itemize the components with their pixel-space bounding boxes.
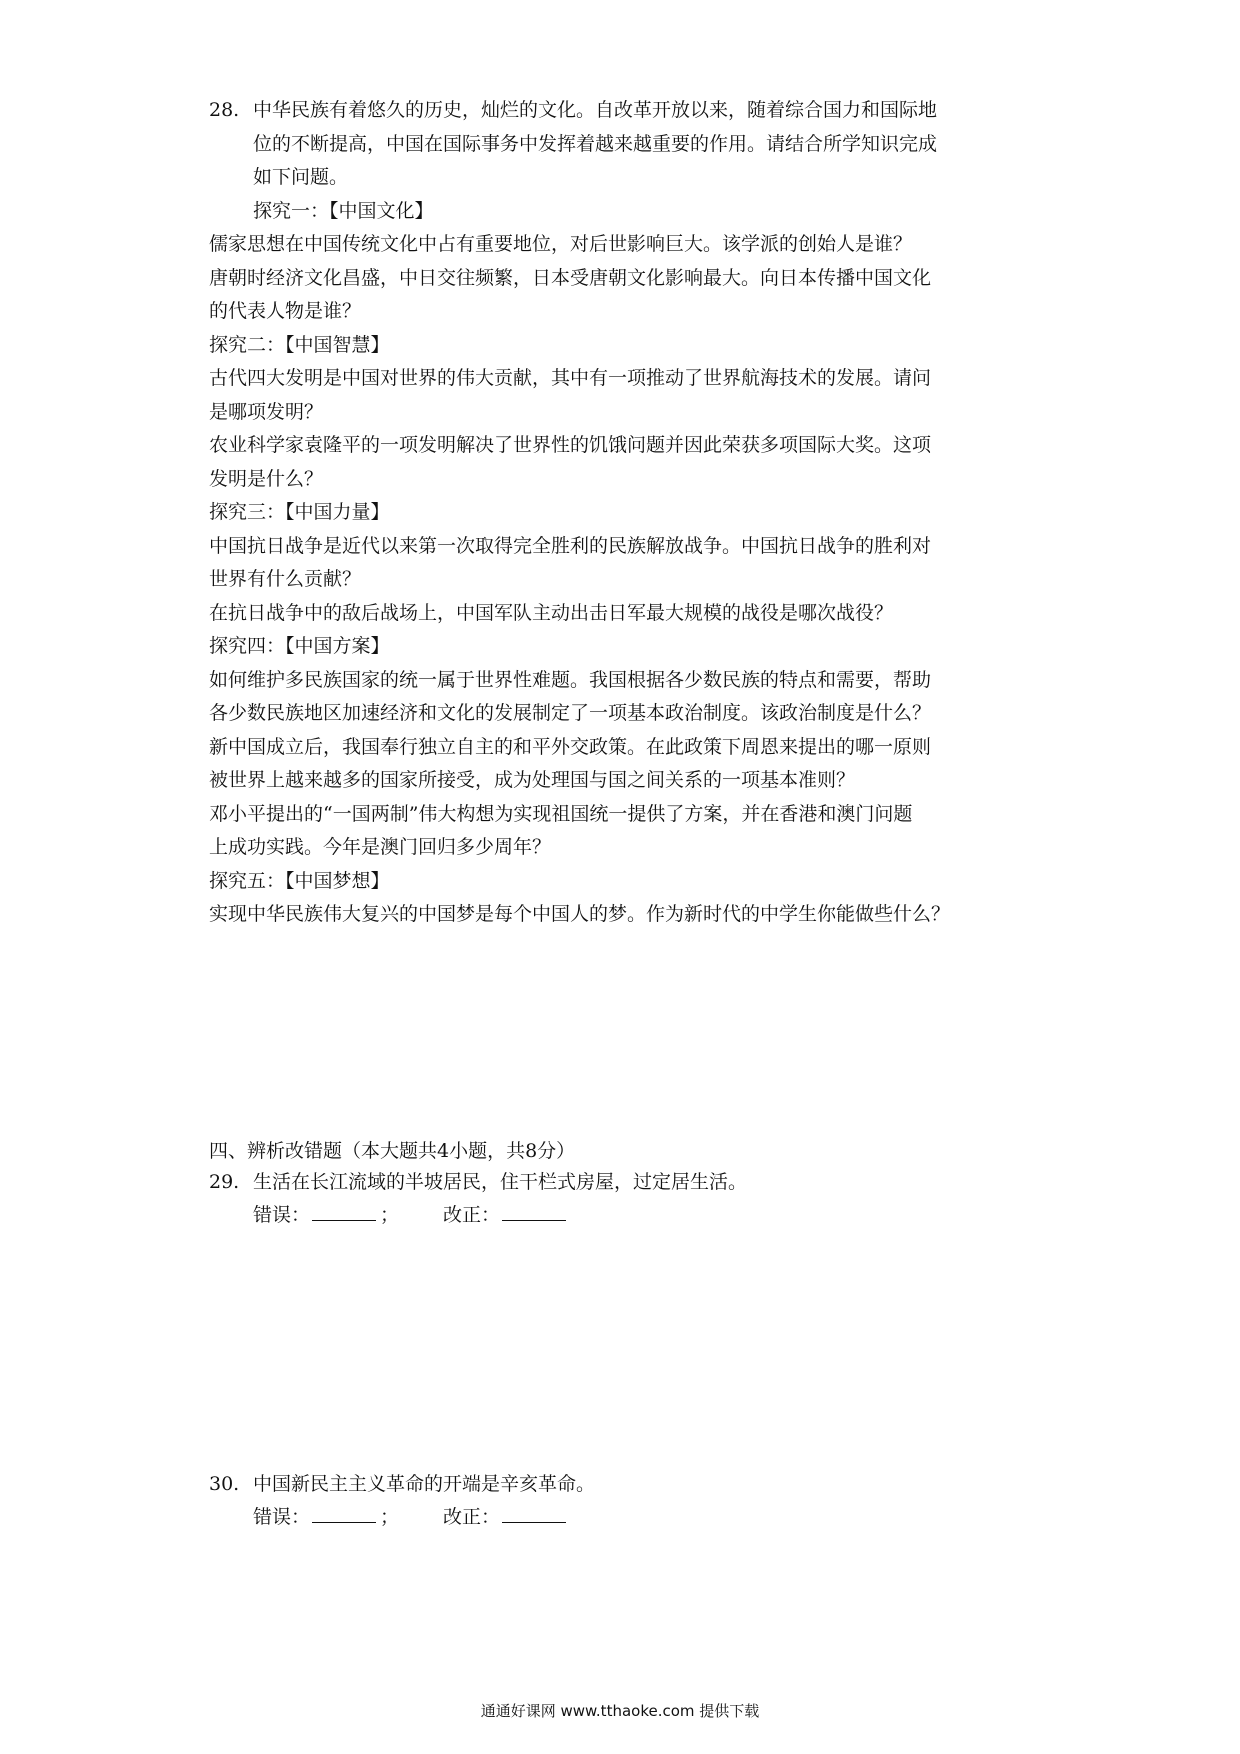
error-label: 错误： [253,1204,311,1226]
correct-blank[interactable] [502,1504,566,1523]
section-heading: 探究二：【中国智慧】 [209,333,390,356]
section-line: 古代四大发明是中国对世界的伟大贡献，其中有一项推动了世界航海技术的发展。请问 [209,367,932,389]
question-text: 生活在长江流域的半坡居民，住干栏式房屋，过定居生活。 [253,1171,748,1193]
question-30 [209,1468,1059,1534]
section-heading: 探究三：【中国力量】 [209,501,390,523]
section-culture [209,195,1059,329]
section-4-title: 四、辨析改错题（本大题共4小题，共8分） [209,1140,576,1162]
section-line: 中国抗日战争是近代以来第一次取得完全胜利的民族解放战争。中国抗日战争的胜利对 [209,534,932,557]
section-line: 邓小平提出的“一国两制”伟大构想为实现祖国统一提供了方案，并在香港和澳门问题 [209,802,913,825]
error-separator: ； [380,1506,400,1528]
question-number: 28. [209,99,240,121]
error-label: 错误： [253,1506,311,1528]
section-line: 实现中华民族伟大复兴的中国梦是每个中国人的梦。作为新时代的中学生你能做些什么？ [209,903,951,925]
question-29-stem [209,1166,1059,1199]
section-line: 如何维护多民族国家的统一属于世界性难题。我国根据各少数民族的特点和需要，帮助 [209,668,932,691]
intro-line: 中华民族有着悠久的历史，灿烂的文化。自改革开放以来，随着综合国力和国际地 [253,99,938,121]
question-28-intro [209,94,1059,195]
section-line: 的代表人物是谁？ [209,300,362,322]
section-line: 各少数民族地区加速经济和文化的发展制定了一项基本政治制度。该政治制度是什么？ [209,702,932,724]
section-wisdom [209,329,1059,497]
section-line: 被世界上越来越多的国家所接受，成为处理国与国之间关系的一项基本准则？ [209,769,856,791]
section-plan [209,630,1059,865]
section-line: 农业科学家袁隆平的一项发明解决了世界性的饥饿问题并因此荣获多项国际大奖。这项 [209,434,932,456]
question-intro-text [253,94,1059,195]
question-30-stem [209,1468,1059,1501]
section-heading: 探究一：【中国文化】 [253,199,434,222]
section-line: 上成功实践。今年是澳门回归多少周年？ [209,836,552,858]
error-separator: ； [380,1204,400,1226]
section-heading: 探究五：【中国梦想】 [209,869,390,892]
intro-line: 位的不断提高，中国在国际事务中发挥着越来越重要的作用。请结合所学知识完成 [253,132,938,155]
question-29 [209,1166,1059,1232]
section-line: 是哪项发明？ [209,400,324,423]
correct-blank[interactable] [502,1202,566,1221]
answer-row [209,1501,1059,1534]
page-footer: 通通好课网 www.tthaoke.com 提供下载 [480,1702,760,1720]
answer-row [209,1199,1059,1232]
section-line: 在抗日战争中的敌后战场上，中国军队主动出击日军最大规模的战役是哪次战役？ [209,601,894,624]
section-line: 发明是什么？ [209,467,324,490]
error-blank[interactable] [312,1202,376,1221]
question-28 [209,94,1059,932]
correct-label: 改正： [443,1506,501,1528]
question-number: 30. [209,1473,240,1495]
section-power [209,496,1059,630]
error-blank[interactable] [312,1504,376,1523]
section-line: 世界有什么贡献？ [209,568,362,590]
section-dream [209,865,1059,932]
section-line: 唐朝时经济文化昌盛，中日交往频繁，日本受唐朝文化影响最大。向日本传播中国文化 [209,266,932,289]
section-heading: 探究四：【中国方案】 [209,635,390,657]
intro-line: 如下问题。 [253,166,349,188]
question-text: 中国新民主主义革命的开端是辛亥革命。 [253,1473,596,1495]
correct-label: 改正： [443,1204,501,1226]
question-number: 29. [209,1171,240,1193]
section-line: 儒家思想在中国传统文化中占有重要地位，对后世影响巨大。该学派的创始人是谁？ [209,233,913,255]
section-line: 新中国成立后，我国奉行独立自主的和平外交政策。在此政策下周恩来提出的哪一原则 [209,735,932,758]
